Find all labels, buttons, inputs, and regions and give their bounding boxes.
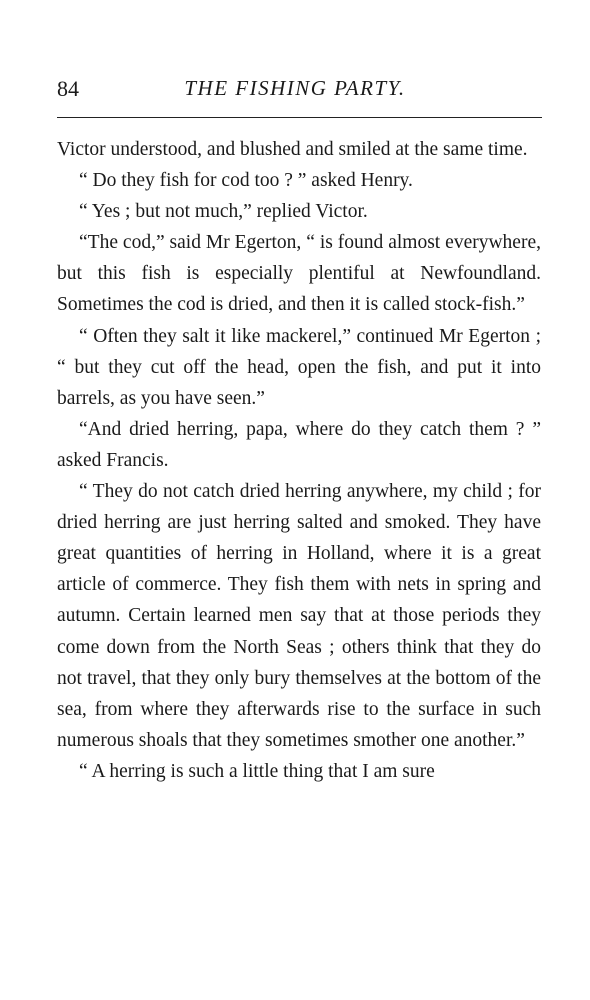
header-rule xyxy=(57,117,542,118)
paragraph-7: “ They do not catch dried herring anywhere, my child ; for dried herring are just herring salted and smoked. They have great quantities of herring in Holland, where it is a great article of commerce. They fish them with nets in spring and autumn. Certain learned men say that at those periods they come down from the North Seas ; others think that they do not travel, that they only bury themselves at the bottom of the sea, from where they afterwards rise to the surface in such numerous shoals that they sometimes smother one another.” xyxy=(57,481,541,751)
paragraph-4: “The cod,” said Mr Egerton, “ is found almost everywhere, but this fish is especially plentiful at Newfoundland. Sometimes the cod is dried, and then it is called stock-fish.” xyxy=(57,232,541,316)
body-text xyxy=(57,134,541,787)
paragraph-3: “ Yes ; but not much,” replied Victor. xyxy=(79,201,368,223)
paragraph-1: Victor understood, and blushed and smiled at the same time. xyxy=(57,139,528,160)
paragraph-8: “ A herring is such a little thing that I am sure xyxy=(79,760,435,782)
paragraph-2: “ Do they fish for cod too ? ” asked Henry. xyxy=(79,170,413,192)
paragraph-6: “And dried herring, papa, where do they catch them ? ” asked Francis. xyxy=(57,418,541,471)
running-title: THE FISHING PARTY. xyxy=(184,76,406,100)
page-number: 84 xyxy=(57,76,79,101)
paragraph-5: “ Often they salt it like mackerel,” continued Mr Egerton ; “ but they cut off the head, open the fish, and put it into barrels, as you have seen.” xyxy=(57,325,541,409)
